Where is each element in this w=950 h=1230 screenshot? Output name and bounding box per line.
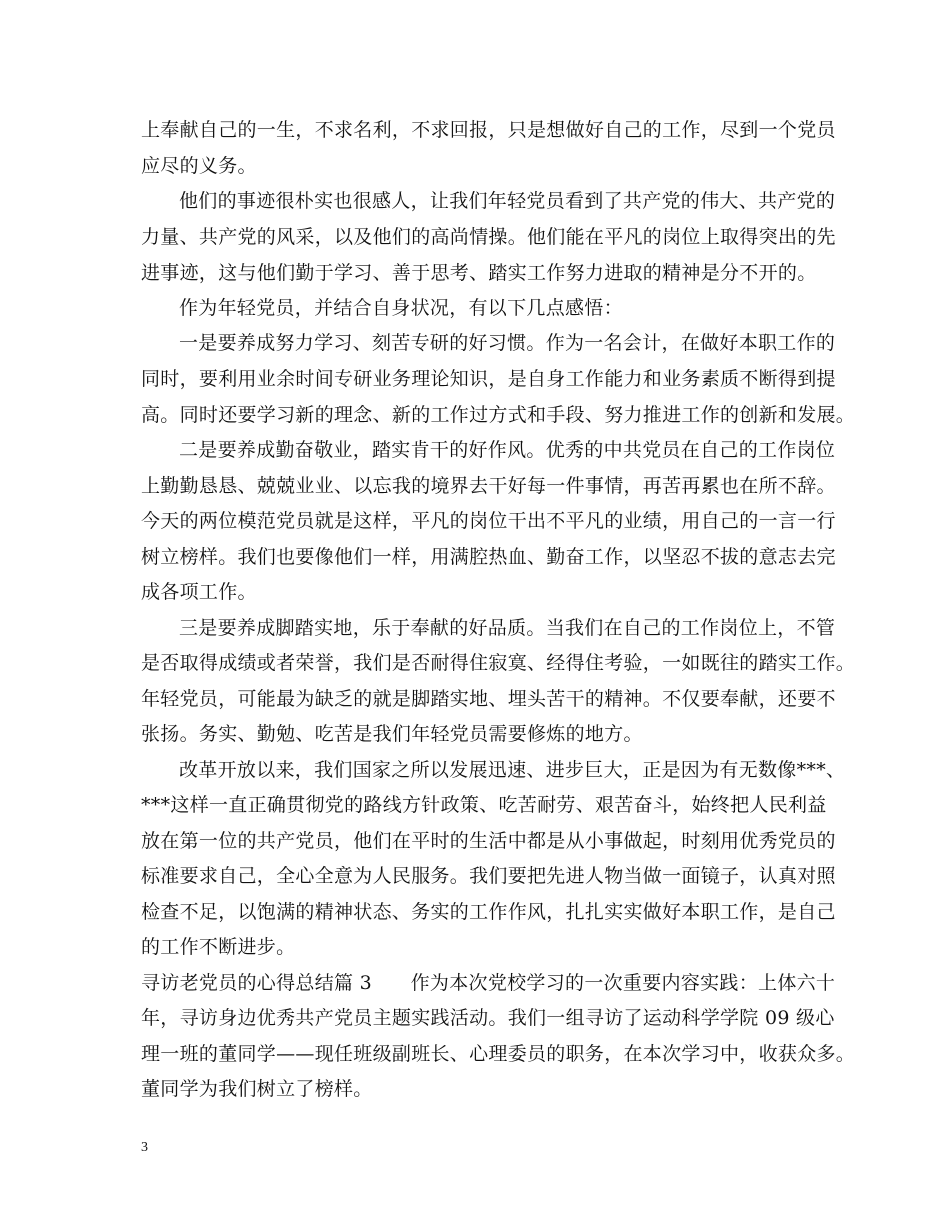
body-text-line: 高。同时还要学习新的理念、新的工作过方式和手段、努力推进工作的创新和发展。 (141, 404, 856, 426)
body-text-line: 力量、共产党的风采，以及他们的高尚情操。他们能在平凡的岗位上取得突出的先 (141, 226, 836, 248)
body-text-line: 今天的两位模范党员就是这样，平凡的岗位干出不平凡的业绩，用自己的一言一行 (141, 510, 836, 532)
body-text-line: 树立榜样。我们也要像他们一样，用满腔热血、勤奋工作，以坚忍不拔的意志去完 (141, 546, 836, 568)
body-text-line: 理一班的董同学——现任班级副班长、心理委员的职务，在本次学习中，收获众多。 (141, 1043, 856, 1065)
body-text-line: 放在第一位的共产党员，他们在平时的生活中都是从小事做起，时刻用优秀党员的 (141, 830, 836, 852)
body-text-line: 是否取得成绩或者荣誉，我们是否耐得住寂寞、经得住考验，一如既往的踏实工作。 (141, 652, 856, 674)
paragraph-first-line: 作为年轻党员，并结合自身状况，有以下几点感悟： (179, 297, 623, 319)
section-heading-line: 寻访老党员的心得总结篇 3 作为本次党校学习的一次重要内容实践：上体六十 (141, 972, 836, 994)
body-text-line: 年轻党员，可能最为缺乏的就是脚踏实地、埋头苦干的精神。不仅要奉献，还要不 (141, 688, 836, 710)
body-text-line: 上勤勤恳恳、兢兢业业、以忘我的境界去干好每一件事情，再苦再累也在所不辞。 (141, 475, 836, 497)
paragraph-first-line: 二是要养成勤奋敬业，踏实肯干的好作风。优秀的中共党员在自己的工作岗位 (179, 439, 836, 461)
body-text-line: 进事迹，这与他们勤于学习、善于思考、踏实工作努力进取的精神是分不开的。 (141, 262, 817, 284)
body-text-line: 董同学为我们树立了榜样。 (141, 1078, 373, 1100)
page-number: 3 (141, 1140, 148, 1155)
paragraph-first-line: 一是要养成努力学习、刻苦专研的好习惯。作为一名会计，在做好本职工作的 (179, 332, 836, 354)
body-text-line: 成各项工作。 (141, 581, 257, 603)
body-text-line: 年，寻访身边优秀共产党员主题实践活动。我们一组寻访了运动科学学院 09 级心 (141, 1007, 835, 1029)
body-text-line: 应尽的义务。 (141, 155, 257, 177)
body-text-line: 标准要求自己，全心全意为人民服务。我们要把先进人物当做一面镜子，认真对照 (141, 865, 836, 887)
body-text-line: 的工作不断进步。 (141, 936, 296, 958)
paragraph-first-line: 改革开放以来，我们国家之所以发展迅速、进步巨大，正是因为有无数像***、 (179, 759, 846, 781)
paragraph-first-line: 三是要养成脚踏实地，乐于奉献的好品质。当我们在自己的工作岗位上，不管 (179, 617, 836, 639)
body-text-line: ***这样一直正确贯彻党的路线方针政策、吃苦耐劳、艰苦奋斗，始终把人民利益 (141, 794, 827, 816)
body-text-line: 张扬。务实、勤勉、吃苦是我们年轻党员需要修炼的地方。 (141, 723, 643, 745)
body-text-line: 同时，要利用业余时间专研业务理论知识，是自身工作能力和业务素质不断得到提 (141, 368, 836, 390)
body-text-line: 上奉献自己的一生，不求名利，不求回报，只是想做好自己的工作，尽到一个党员 (141, 119, 836, 141)
body-text-line: 检查不足，以饱满的精神状态、务实的工作作风，扎扎实实做好本职工作，是自己 (141, 901, 836, 923)
paragraph-first-line: 他们的事迹很朴实也很感人，让我们年轻党员看到了共产党的伟大、共产党的 (179, 190, 836, 212)
